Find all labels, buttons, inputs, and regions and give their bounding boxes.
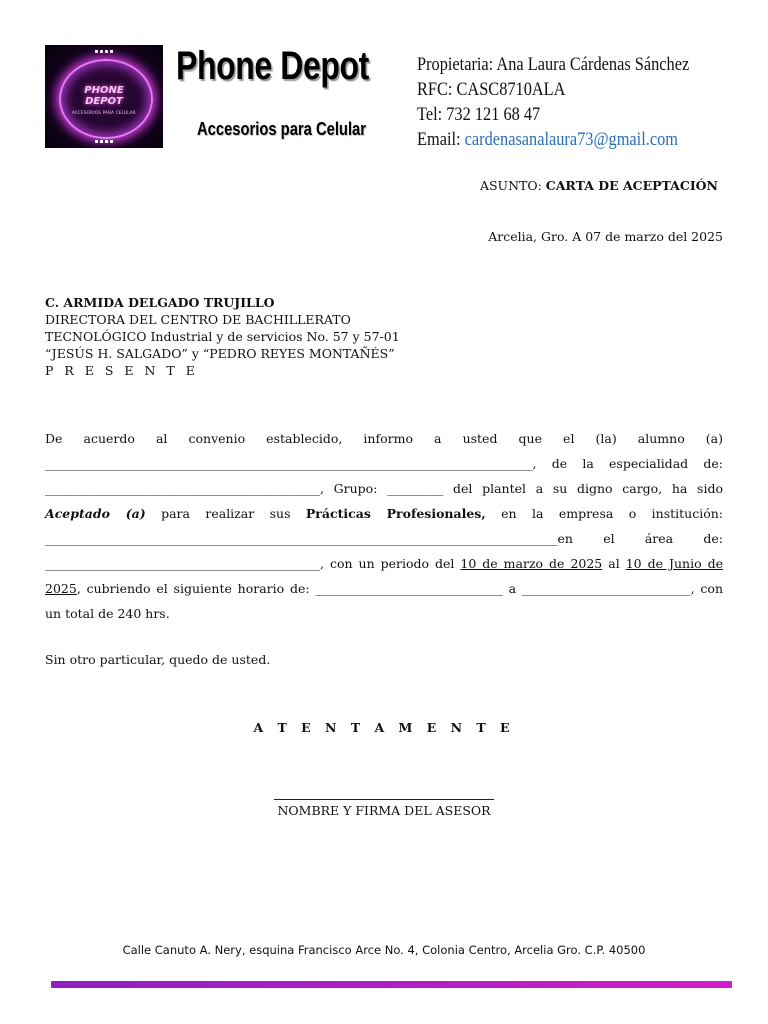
logo-text-accessories: ACCESORIOS PARA CELULAR	[72, 110, 136, 115]
body-text-4: al	[602, 556, 626, 571]
subject-line	[480, 178, 718, 193]
owner-email	[417, 127, 689, 152]
practicas-label: Prácticas Profesionales,	[305, 506, 486, 521]
subject-label: ASUNTO:	[479, 178, 542, 193]
recipient-name: C. ARMIDA DELGADO TRUJILLO	[45, 295, 275, 310]
logo-dots-top	[95, 50, 113, 53]
body-paragraph	[45, 426, 723, 626]
email-link[interactable]: cardenasanalaura73@gmail.com	[464, 129, 678, 150]
signature-label: NOMBRE Y FIRMA DEL ASESOR	[277, 803, 491, 818]
recipient-school-names: “JESÚS H. SALGADO” y “PEDRO REYES MONTAÑÉS”	[45, 346, 395, 361]
owner-rfc: RFC: CASC8710ALA	[417, 79, 566, 100]
recipient-title: DIRECTORA DEL CENTRO DE BACHILLERATO	[45, 312, 351, 327]
logo-text-depot: DEPOT	[85, 96, 123, 107]
body-text-1: De acuerdo al convenio establecido, informo a usted que el (la) alumno (a) ______________________________________________________________________________, de la especialidad de: ____________________________________________, Grupo: _________ del plantel a su digno cargo, ha sido	[45, 431, 723, 496]
logo-text-phone: PHONE	[84, 85, 124, 96]
letter-body	[45, 426, 723, 626]
end-date: 10 de Junio de 2025	[45, 556, 723, 596]
owner-phone: Tel: 732 121 68 47	[417, 104, 541, 125]
body-text-2: para realizar sus	[145, 506, 306, 521]
owner-name: Propietaria: Ana Laura Cárdenas Sánchez	[417, 54, 690, 75]
owner-contact-block	[417, 52, 689, 152]
logo-dots-bottom	[95, 140, 113, 143]
phone-depot-logo	[45, 45, 163, 148]
subject-value: CARTA DE ACEPTACIÓN	[545, 178, 718, 193]
body-text-3: en la empresa o institución: __________________________________________________________________________________en el área de: ____________________________________________, con un periodo del	[45, 506, 723, 571]
closing-line: Sin otro particular, quedo de usted.	[45, 652, 271, 667]
letter-date: Arcelia, Gro. A 07 de marzo del 2025	[488, 229, 723, 244]
recipient-institution: TECNOLÓGICO Industrial y de servicios No. 57 y 57-01	[45, 329, 400, 344]
presente-label: P R E S E N T E	[45, 363, 199, 378]
start-date: 10 de marzo de 2025	[460, 556, 603, 571]
footer-color-bar	[51, 981, 732, 988]
footer-address: Calle Canuto A. Nery, esquina Francisco Arce No. 4, Colonia Centro, Arcelia Gro. C.P. 40500	[122, 943, 646, 957]
brand-tagline: Accesorios para Celular	[197, 119, 367, 139]
recipient-block	[45, 294, 400, 379]
signature-line	[274, 799, 494, 800]
accepted-label: Aceptado (a)	[45, 506, 146, 521]
email-label: Email:	[417, 129, 461, 150]
atentamente-heading: A T E N T A M E N T E	[253, 720, 515, 735]
body-text-5: , cubriendo el siguiente horario de: ______________________________ a ___________________________, con un total de 240 hrs.	[45, 581, 723, 621]
brand-name: Phone Depot	[176, 44, 369, 88]
